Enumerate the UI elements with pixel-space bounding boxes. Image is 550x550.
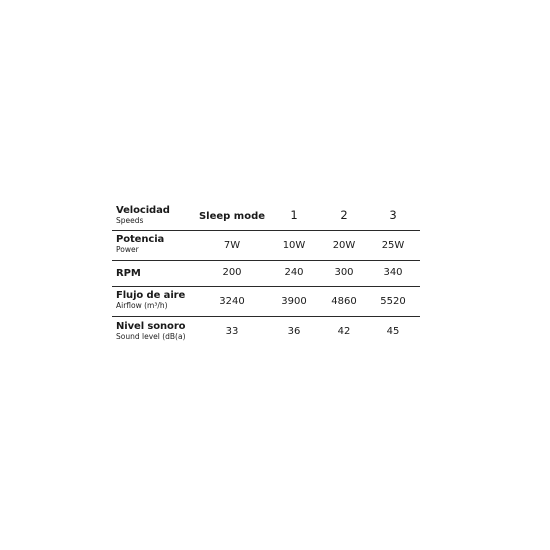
speed-sublabel: Speeds — [116, 216, 144, 225]
power-speed3-value: 25W — [381, 240, 405, 251]
table-row-power — [112, 231, 420, 261]
column-header-speed-3: 3 — [389, 208, 397, 222]
power-speed2-value: 20W — [332, 240, 356, 251]
speed-label: Velocidad — [116, 205, 170, 216]
airflow-sublabel: Airflow (m³/h) — [116, 301, 168, 310]
table-row-rpm — [112, 261, 420, 287]
rpm-speed3-value: 340 — [383, 267, 403, 278]
rpm-sleep-value: 200 — [222, 267, 242, 278]
column-header-sleep-mode: Sleep mode — [198, 211, 266, 222]
power-speed1-value: 10W — [282, 240, 306, 251]
airflow-speed3-value: 5520 — [380, 296, 406, 307]
sound-speed2-value: 42 — [337, 326, 351, 337]
sound-speed3-value: 45 — [386, 326, 400, 337]
table-header-row — [112, 202, 420, 231]
power-sublabel: Power — [116, 245, 139, 254]
power-label: Potencia — [116, 234, 165, 245]
column-header-speed-1: 1 — [290, 208, 298, 222]
table-row-sound-level — [112, 317, 420, 347]
rpm-speed2-value: 300 — [334, 267, 354, 278]
header-label — [116, 205, 170, 225]
table-row-airflow — [112, 287, 420, 317]
airflow-label: Flujo de aire — [116, 290, 186, 301]
airflow-sleep-value: 3240 — [219, 296, 245, 307]
row-label — [116, 290, 185, 310]
airflow-speed1-value: 3900 — [281, 296, 307, 307]
row-label — [116, 234, 164, 254]
rpm-label: RPM — [116, 268, 141, 279]
power-sleep-value: 7W — [223, 240, 241, 251]
sound-level-label: Nivel sonoro — [116, 321, 186, 332]
airflow-speed2-value: 4860 — [331, 296, 357, 307]
row-label — [116, 321, 186, 341]
sound-speed1-value: 36 — [287, 326, 301, 337]
sound-sleep-value: 33 — [225, 326, 239, 337]
sound-level-sublabel: Sound level (dB(a) — [116, 332, 186, 341]
column-header-speed-2: 2 — [340, 208, 348, 222]
rpm-speed1-value: 240 — [284, 267, 304, 278]
row-label — [116, 268, 141, 279]
specifications-table — [112, 202, 420, 347]
